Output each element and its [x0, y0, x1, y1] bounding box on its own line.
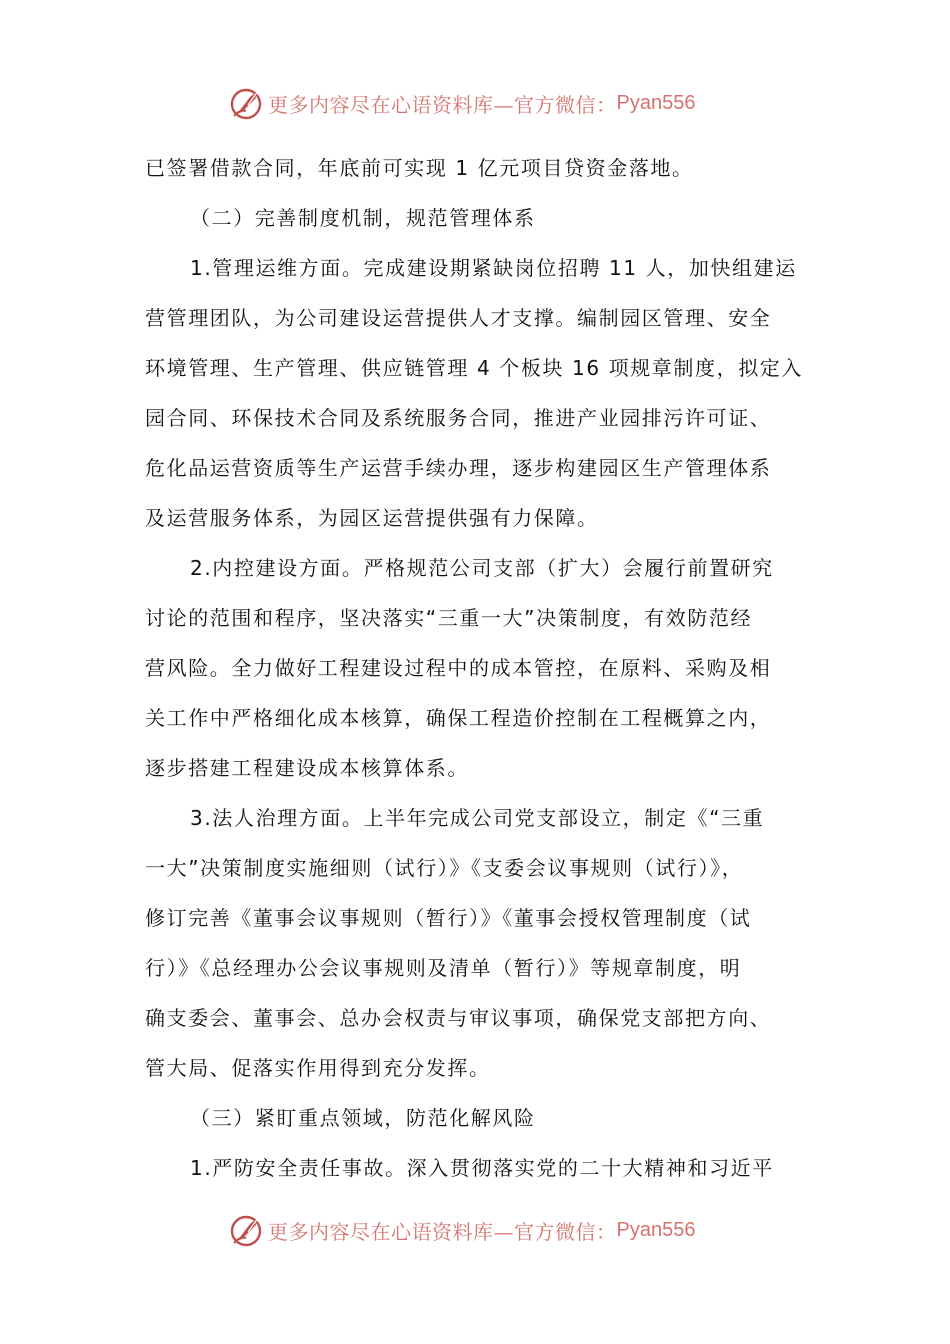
- body-line: 已签署借款合同，年底前可实现 1 亿元项目贷资金落地。: [145, 156, 694, 180]
- section-heading: （二）完善制度机制，规范管理体系: [190, 206, 536, 230]
- body-line: 园合同、环保技术合同及系统服务合同，推进产业园排污许可证、: [145, 406, 772, 430]
- body-line: 1.严防安全责任事故。深入贯彻落实党的二十大精神和习近平: [190, 1156, 774, 1180]
- body-line: 危化品运营资质等生产运营手续办理，逐步构建园区生产管理体系: [145, 456, 772, 480]
- body-line: 营管理团队，为公司建设运营提供人才支撑。编制园区管理、安全: [145, 306, 772, 330]
- section-heading: （三）紧盯重点领域，防范化解风险: [190, 1106, 536, 1130]
- body-line: 修订完善《董事会议事规则（暂行）》《董事会授权管理制度（试: [145, 906, 752, 930]
- body-line: 逐步搭建工程建设成本核算体系。: [145, 756, 469, 780]
- body-line: 关工作中严格细化成本核算，确保工程造价控制在工程概算之内，: [145, 706, 772, 730]
- body-line: 1.管理运维方面。完成建设期紧缺岗位招聘 11 人，加快组建运: [190, 256, 797, 280]
- body-line: 讨论的范围和程序，坚决落实“三重一大”决策制度，有效防范经: [145, 606, 753, 630]
- footer-banner-text: 更多内容尽在心语资料库—官方微信：: [268, 1219, 617, 1244]
- header-wechat-id: Pyan556: [616, 91, 696, 114]
- body-line: 及运营服务体系，为园区运营提供强有力保障。: [145, 506, 599, 530]
- body-line: 确支委会、董事会、总办会权责与审议事项，确保党支部把方向、: [145, 1006, 772, 1030]
- body-line: 3.法人治理方面。上半年完成公司党支部设立，制定《“三重: [190, 806, 765, 830]
- body-line: 行）》《总经理办公会议事规则及清单（暂行）》等规章制度，明: [145, 956, 742, 980]
- body-line: 一大”决策制度实施细则（试行）》《支委会议事规则（试行）》，: [145, 856, 744, 880]
- body-line: 2.内控建设方面。严格规范公司支部（扩大）会履行前置研究: [190, 556, 774, 580]
- footer-banner: [228, 1210, 695, 1250]
- body-line: 环境管理、生产管理、供应链管理 4 个板块 16 项规章制度，拟定入: [145, 356, 804, 380]
- pen-nib-logo-icon: [228, 1212, 264, 1248]
- header-banner: [228, 83, 695, 123]
- body-line: 管大局、促落实作用得到充分发挥。: [145, 1056, 491, 1080]
- pen-nib-logo-icon: [228, 85, 264, 121]
- body-line: 营风险。全力做好工程建设过程中的成本管控，在原料、采购及相: [145, 656, 772, 680]
- footer-wechat-id: Pyan556: [616, 1218, 696, 1241]
- header-banner-text: 更多内容尽在心语资料库—官方微信：: [268, 92, 617, 117]
